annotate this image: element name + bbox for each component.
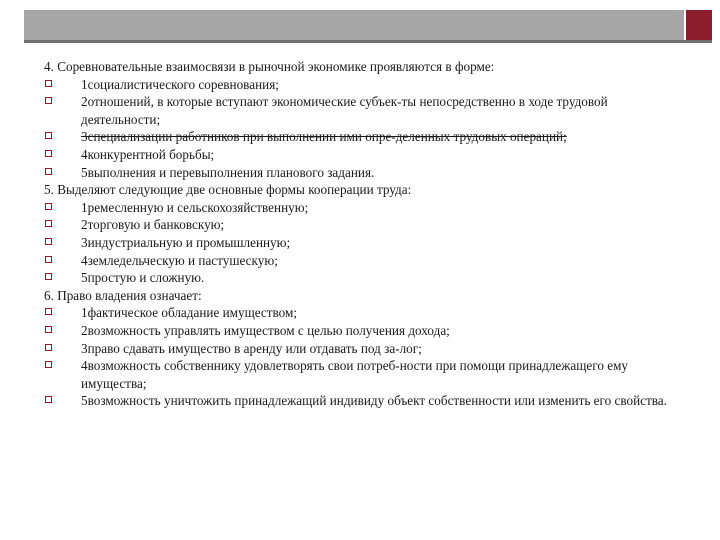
answer-option-text: 4возможность собственнику удовлетворять свои потреб-ности при помощи принадлежащего ему имущества; (81, 358, 629, 391)
square-outline-icon (45, 132, 52, 139)
answer-option (44, 392, 680, 410)
square-outline-icon (45, 273, 52, 280)
slide-content (44, 58, 680, 410)
answer-option (44, 269, 680, 287)
answer-option-text: 5выполнения и перевыполнения планового задания. (81, 164, 375, 180)
answer-option-text: 4конкурентной борьбы; (81, 146, 215, 162)
answer-option (44, 234, 680, 252)
answer-option (44, 322, 680, 340)
square-outline-icon (45, 238, 52, 245)
answer-option-text: 5простую и сложную. (81, 270, 205, 286)
square-outline-icon (45, 168, 52, 175)
header-accent-block (686, 10, 712, 40)
square-outline-icon (45, 150, 52, 157)
answer-option (44, 128, 680, 146)
square-outline-icon (45, 203, 52, 210)
question-title: 6. Право владения означает: (44, 287, 202, 303)
square-outline-icon (45, 308, 52, 315)
square-outline-icon (45, 344, 52, 351)
answer-option-text: 3право сдавать имущество в аренду или отдавать под за-лог; (81, 340, 422, 356)
answer-option (44, 340, 680, 358)
answer-option (44, 199, 680, 217)
answer-option (44, 76, 680, 94)
answer-option (44, 216, 680, 234)
square-outline-icon (45, 326, 52, 333)
answer-option (44, 252, 680, 270)
answer-option (44, 93, 680, 128)
question-block (44, 58, 680, 181)
answer-option (44, 146, 680, 164)
answer-option-text: 1ремесленную и сельскохозяйственную; (81, 199, 309, 215)
answer-option-text: 1фактическое обладание имуществом; (81, 305, 298, 321)
header-bar (24, 10, 684, 40)
question-block (44, 181, 680, 287)
answer-option-text: 2отношений, в которые вступают экономические субъек-ты непосредственно в ходе трудовой деятельности; (81, 94, 608, 127)
answer-option-text: 2возможность управлять имуществом с целью получения дохода; (81, 322, 450, 338)
question-title: 5. Выделяют следующие две основные формы кооперации труда: (44, 182, 412, 198)
answer-option-text: 5возможность уничтожить принадлежащий индивиду объект собственности или изменить его свойства. (81, 393, 667, 409)
answer-option-text: 3индустриальную и промышленную; (81, 234, 291, 250)
answer-option-text-struck: 3специализации работников при выполнении ими опре-деленных трудовых операций; (81, 129, 567, 145)
header-underline (24, 40, 712, 43)
answer-option (44, 304, 680, 322)
question-title: 4. Соревновательные взаимосвязи в рыночной экономике проявляются в форме: (44, 59, 495, 74)
square-outline-icon (45, 396, 52, 403)
answer-option-text: 2торговую и банковскую; (81, 217, 225, 233)
square-outline-icon (45, 256, 52, 263)
square-outline-icon (45, 97, 52, 104)
question-block (44, 287, 680, 410)
square-outline-icon (45, 220, 52, 227)
square-outline-icon (45, 80, 52, 87)
answer-option (44, 164, 680, 182)
square-outline-icon (45, 361, 52, 368)
answer-option-text: 1социалистического соревнования; (81, 76, 279, 92)
answer-option-text: 4земледельческую и пастушескую; (81, 252, 278, 268)
answer-option (44, 357, 680, 392)
